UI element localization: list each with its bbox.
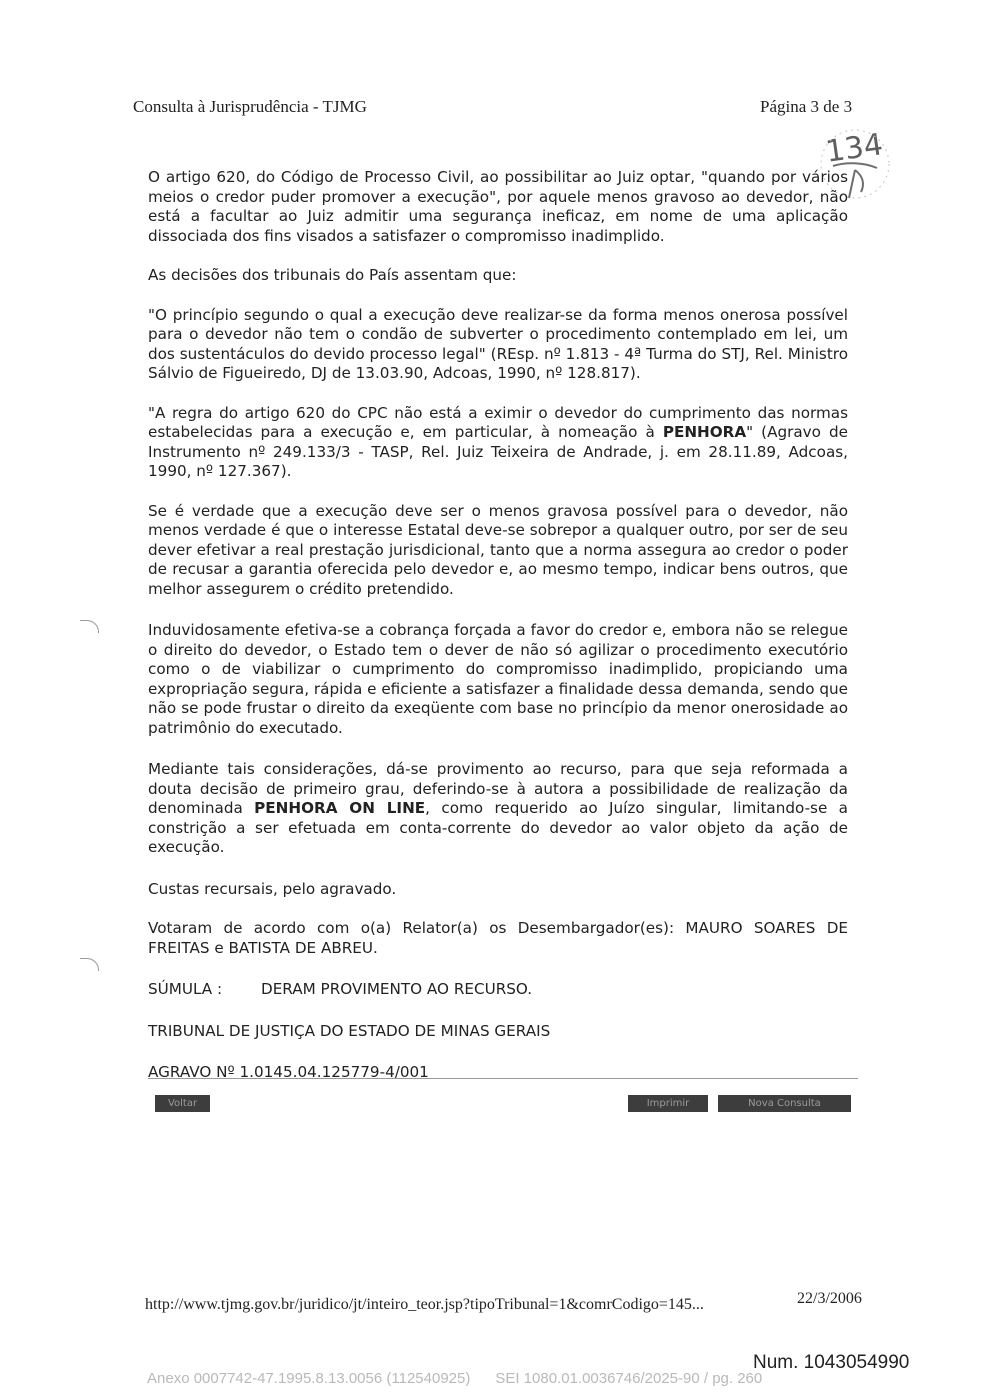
document-number: Num. 1043054990 — [753, 1352, 910, 1373]
paragraph: Votaram de acordo com o(a) Relator(a) os Desembargador(es): MAURO SOARES DE FREITAS e BATISTA DE ABREU. — [148, 919, 848, 957]
footer-url: http://www.tjmg.gov.br/juridico/jt/inteiro_teor.jsp?tipoTribunal=1&comrCodigo=145... — [145, 1296, 704, 1313]
annex-reference: Anexo 0007742-47.1995.8.13.0056 (112540925) SEI 1080.01.0036746/2025-90 / pg. 260 — [147, 1370, 763, 1387]
page-number: Página 3 de 3 — [760, 97, 853, 116]
divider — [148, 1078, 858, 1079]
paragraph: O artigo 620, do Código de Processo Civil, ao possibilitar ao Juiz optar, "quando por vários meios o credor puder promover a execução", por aquele menos gravoso ao devedor, não está a facultar ao Juiz admitir uma segurança ineficaz, em nome de uma aplicação dissociada dos fins visados a satisfazer o compromisso inadimplido. — [148, 168, 848, 245]
agravo-number: AGRAVO Nº 1.0145.04.125779-4/001 — [148, 1063, 429, 1081]
sumula-label: SÚMULA : — [148, 980, 223, 998]
quote-paragraph: "A regra do artigo 620 do CPC não está a eximir o devedor do cumprimento das normas estabelecidas para a execução e, em particular, à nomeação à PENHORA" (Agravo de Instrumento nº 249.133/3 - TASP, Rel. Juiz Teixeira de Andrade, j. em 28.11.89, Adcoas, 1990, nº 127.367). — [148, 403, 848, 480]
sumula-text: DERAM PROVIMENTO AO RECURSO. — [261, 980, 533, 998]
paragraph: As decisões dos tribunais do País assentam que: — [148, 266, 517, 284]
quote-paragraph: "O princípio segundo o qual a execução deve realizar-se da forma menos onerosa possível para o devedor não tem o condão de subverter o procedimento contemplado em lei, um dos sustentáculos do devido processo legal" (REsp. nº 1.813 - 4ª Turma do STJ, Rel. Ministro Sálvio de Figueiredo, DJ de 13.03.90, Adcoas, 1990, nº 128.817). — [148, 305, 848, 382]
tribunal-name: TRIBUNAL DE JUSTIÇA DO ESTADO DE MINAS GERAIS — [148, 1021, 551, 1040]
paragraph: Induvidosamente efetiva-se a cobrança forçada a favor do credor e, embora não se relegue o direito do devedor, o Estado tem o dever de não só agilizar o procedimento executório como o de viabilizar o cumprimento do compromisso inadimplido, propiciando uma expropriação segura, rápida e eficiente a satisfazer a finalidade dessa demanda, sendo que não se pode frustar o direito da exeqüente com base no princípio da menor onerosidade ao patrimônio do executado. — [148, 621, 848, 737]
page-header-title: Consulta à Jurisprudência - TJMG — [133, 97, 367, 116]
voltar-button[interactable]: Voltar — [155, 1095, 210, 1112]
stamp-number: 134 — [823, 127, 886, 170]
scan-mark — [80, 958, 99, 971]
footer-date: 22/3/2006 — [797, 1290, 862, 1307]
paragraph: Se é verdade que a execução deve ser o menos gravosa possível para o devedor, não menos verdade é que o interesse Estatal deve-se sobrepor a qualquer outro, por ser de seu dever efetivar a real prestação jurisdicional, tanto que a norma assegura ao credor o poder de recusar a garantia oferecida pelo devedor e, ao mesmo tempo, indicar bens outros, que melhor assegurem o crédito pretendido. — [148, 501, 848, 598]
bold-term: PENHORA ON LINE — [254, 799, 426, 817]
nova-consulta-button[interactable]: Nova Consulta — [718, 1095, 851, 1112]
sumula — [148, 980, 848, 1000]
bold-term: PENHORA — [662, 423, 747, 441]
scan-mark — [80, 620, 99, 633]
paragraph: Mediante tais considerações, dá-se provimento ao recurso, para que seja reformada a douta decisão de primeiro grau, deferindo-se à autora a possibilidade de realização da denominada PENHORA ON LINE, como requerido ao Juízo singular, limitando-se a constrição a ser efetuada em conta-corrente do devedor ao valor objeto da ação de execução. — [148, 760, 848, 856]
document-body — [148, 168, 848, 1083]
imprimir-button[interactable]: Imprimir — [628, 1095, 708, 1112]
paragraph: Custas recursais, pelo agravado. — [148, 879, 397, 898]
